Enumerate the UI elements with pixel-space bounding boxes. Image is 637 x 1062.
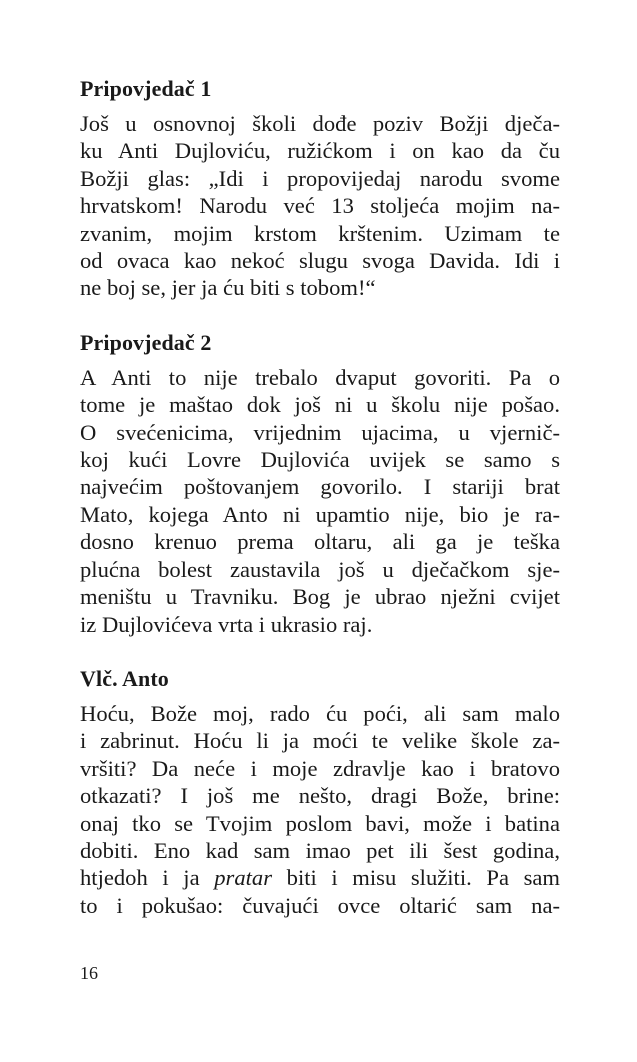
paragraph <box>80 110 560 302</box>
text-line: ne boj se, jer ja ću biti s tobom!“ <box>80 275 376 301</box>
text-line: O svećenicima, vrijednim ujacima, u vjernič- <box>80 419 560 445</box>
text-line: hrvatskom! Narodu već 13 stoljeća mojim na- <box>80 193 560 219</box>
text-line: tome je maštao dok još ni u školu nije pošao. <box>80 392 560 418</box>
text-line: ku Anti Dujloviću, ružićkom i on kao da ču <box>80 138 560 164</box>
text-line: plućna bolest zaustavila još u dječačkom sje- <box>80 556 560 582</box>
text-line: onaj tko se Tvojim poslom bavi, može i batina <box>80 810 560 836</box>
text-line <box>80 864 560 891</box>
paragraph <box>80 364 560 638</box>
text-line: Hoću, Bože moj, rado ću poći, ali sam malo <box>80 700 560 726</box>
speaker-heading: Vlč. Anto <box>80 665 169 691</box>
text-line: meništu u Travniku. Bog je ubrao nježni cvijet <box>80 584 560 610</box>
speaker-heading: Pripovjedač 2 <box>80 329 212 355</box>
text-line: iz Dujlovićeva vrta i ukrasio raj. <box>80 611 373 637</box>
text-line: i zabrinut. Hoću li ja moći te velike škole za- <box>80 728 560 754</box>
text-line: dosno krenuo prema oltaru, ali ga je teška <box>80 529 560 555</box>
text-run: biti i misu služiti. Pa sam <box>272 865 560 891</box>
text-line: to i pokušao: čuvajući ovce oltarić sam na- <box>80 892 560 918</box>
text-line: Božji glas: „Idi i propovijedaj narodu svome <box>80 165 560 191</box>
text-line: najvećim poštovanjem govorilo. I stariji brat <box>80 474 560 500</box>
italic-term: pratar <box>214 865 273 891</box>
text-line: A Anti to nije trebalo dvaput govoriti. Pa o <box>80 364 560 390</box>
text-line: dobiti. Eno kad sam imao pet ili šest godina, <box>80 837 560 863</box>
page-content <box>80 62 560 947</box>
text-line: Još u osnovnoj školi dođe poziv Božji dječa- <box>80 111 560 136</box>
text-line: Mato, kojega Anto ni upamtio nije, bio je ra- <box>80 501 560 527</box>
text-line: koj kući Lovre Dujlovića uvijek se samo s <box>80 447 560 473</box>
speaker-heading: Pripovjedač 1 <box>80 76 212 101</box>
paragraph <box>80 700 560 919</box>
text-run: htjedoh i ja <box>80 865 215 891</box>
text-line: vršiti? Da neće i moje zdravlje kao i bratovo <box>80 755 560 781</box>
page-number: 16 <box>80 963 98 983</box>
text-line: zvanim, mojim krstom krštenim. Uzimam te <box>80 220 560 246</box>
text-line: od ovaca kao nekoć slugu svoga Davida. Idi i <box>80 248 560 274</box>
text-line: otkazati? I još me nešto, dragi Bože, brine: <box>80 783 560 809</box>
